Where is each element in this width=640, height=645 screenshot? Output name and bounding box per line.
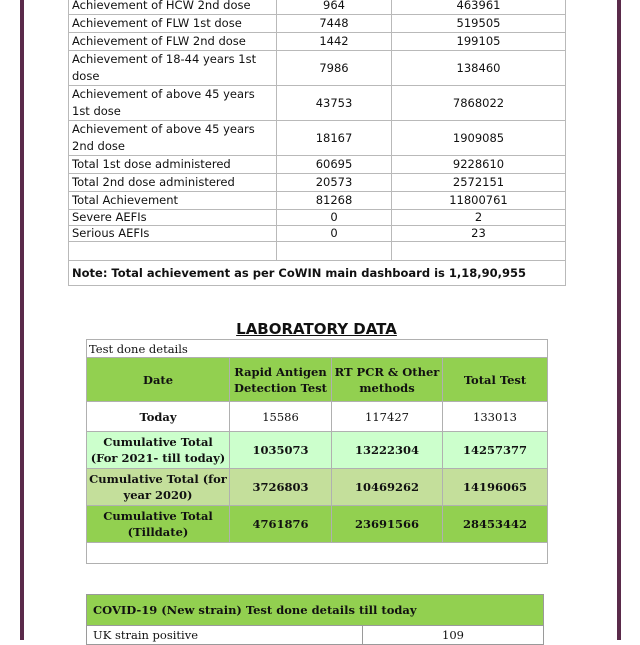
row-label: Cumulative Total (for year 2020)	[87, 469, 230, 506]
vaccination-cumulative-value: 2	[392, 210, 566, 226]
header-rapid-antigen: Rapid Antigen Detection Test	[230, 358, 332, 402]
rapid-value: 3726803	[230, 469, 332, 506]
vaccination-row	[69, 86, 566, 121]
rtpcr-value: 10469262	[332, 469, 443, 506]
vaccination-label: Achievement of above 45 years 1st dose	[69, 86, 277, 121]
strain-label: UK strain positive	[87, 626, 363, 645]
vaccination-row	[69, 15, 566, 33]
total-value: 14196065	[443, 469, 548, 506]
vaccination-cumulative-value: 2572151	[392, 174, 566, 192]
laboratory-table	[86, 339, 548, 564]
vaccination-row	[69, 210, 566, 226]
page-border-left	[20, 0, 24, 640]
test-details-caption: Test done details	[87, 340, 548, 358]
lab-row-cumulative-2021	[87, 432, 548, 469]
vaccination-cumulative-value: 519505	[392, 15, 566, 33]
total-value: 28453442	[443, 506, 548, 543]
vaccination-cumulative-value: 7868022	[392, 86, 566, 121]
vaccination-row	[69, 226, 566, 242]
lab-header-row	[87, 358, 548, 402]
blank-cell	[392, 242, 566, 261]
new-strain-title: COVID-19 (New strain) Test done details till today	[87, 595, 544, 626]
vaccination-row	[69, 156, 566, 174]
vaccination-label: Total Achievement	[69, 192, 277, 210]
vaccination-label: Achievement of FLW 2nd dose	[69, 33, 277, 51]
lab-row-today	[87, 402, 548, 432]
vaccination-cumulative-value: 11800761	[392, 192, 566, 210]
blank-cell	[277, 242, 392, 261]
vaccination-label: Severe AEFIs	[69, 210, 277, 226]
vaccination-label: Achievement of HCW 2nd dose	[69, 0, 277, 15]
vaccination-row	[69, 192, 566, 210]
vaccination-today-value: 7448	[277, 15, 392, 33]
row-label: Cumulative Total (Tilldate)	[87, 506, 230, 543]
vaccination-rows	[69, 0, 566, 286]
vaccination-today-value: 18167	[277, 121, 392, 156]
blank-cell	[87, 543, 548, 564]
page-border-right	[617, 0, 621, 640]
vaccination-row	[69, 51, 566, 86]
vaccination-cumulative-value: 463961	[392, 0, 566, 15]
header-rtpcr: RT PCR & Other methods	[332, 358, 443, 402]
vaccination-today-value: 0	[277, 226, 392, 242]
blank-cell	[69, 242, 277, 261]
vaccination-label: Serious AEFIs	[69, 226, 277, 242]
vaccination-row	[69, 121, 566, 156]
vaccination-cumulative-value: 23	[392, 226, 566, 242]
vaccination-today-value: 0	[277, 210, 392, 226]
vaccination-row	[69, 33, 566, 51]
vaccination-note-row	[69, 261, 566, 286]
vaccination-cumulative-value: 9228610	[392, 156, 566, 174]
new-strain-table	[86, 594, 544, 645]
vaccination-today-value: 81268	[277, 192, 392, 210]
vaccination-row	[69, 0, 566, 15]
vaccination-cumulative-value: 1909085	[392, 121, 566, 156]
vaccination-row	[69, 174, 566, 192]
total-value: 133013	[443, 402, 548, 432]
vaccination-cumulative-value: 199105	[392, 33, 566, 51]
row-label: Today	[87, 402, 230, 432]
vaccination-label: Achievement of 18-44 years 1st dose	[69, 51, 277, 86]
rtpcr-value: 23691566	[332, 506, 443, 543]
header-total-test: Total Test	[443, 358, 548, 402]
rapid-value: 4761876	[230, 506, 332, 543]
header-date: Date	[87, 358, 230, 402]
vaccination-blank-row	[69, 242, 566, 261]
vaccination-label: Total 2nd dose administered	[69, 174, 277, 192]
row-label: Cumulative Total (For 2021- till today)	[87, 432, 230, 469]
vaccination-today-value: 1442	[277, 33, 392, 51]
new-strain-row	[87, 626, 544, 645]
vaccination-today-value: 43753	[277, 86, 392, 121]
laboratory-title: LABORATORY DATA	[236, 320, 397, 338]
new-strain-header-row	[87, 595, 544, 626]
cowin-note: Note: Total achievement as per CoWIN main dashboard is 1,18,90,955	[69, 261, 566, 286]
vaccination-today-value: 20573	[277, 174, 392, 192]
vaccination-table	[68, 0, 566, 286]
vaccination-today-value: 7986	[277, 51, 392, 86]
vaccination-today-value: 964	[277, 0, 392, 15]
rapid-value: 1035073	[230, 432, 332, 469]
rtpcr-value: 13222304	[332, 432, 443, 469]
vaccination-label: Total 1st dose administered	[69, 156, 277, 174]
vaccination-today-value: 60695	[277, 156, 392, 174]
total-value: 14257377	[443, 432, 548, 469]
vaccination-cumulative-value: 138460	[392, 51, 566, 86]
vaccination-label: Achievement of FLW 1st dose	[69, 15, 277, 33]
rtpcr-value: 117427	[332, 402, 443, 432]
lab-row-cumulative-tilldate	[87, 506, 548, 543]
rapid-value: 15586	[230, 402, 332, 432]
lab-blank-row	[87, 543, 548, 564]
vaccination-label: Achievement of above 45 years 2nd dose	[69, 121, 277, 156]
lab-row-cumulative-2020	[87, 469, 548, 506]
strain-value: 109	[363, 626, 544, 645]
